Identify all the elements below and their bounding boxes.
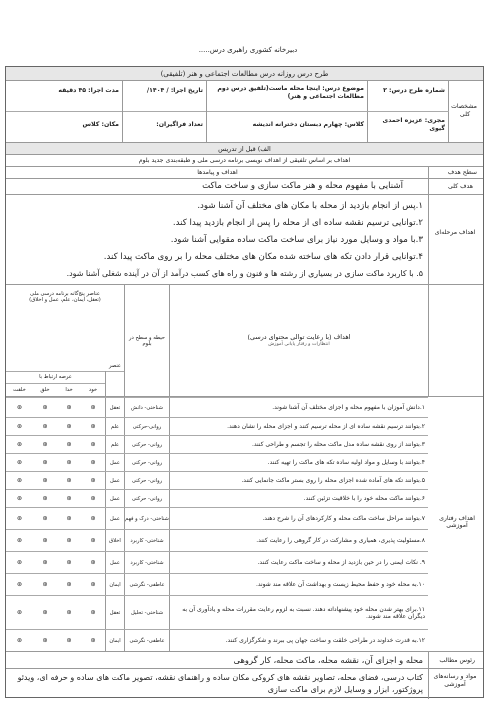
area-mark: ⊛	[42, 441, 48, 449]
outcome-domain: شناختی- کاربرد	[130, 537, 164, 544]
area-nature: خلقت	[13, 386, 26, 393]
lesson-plan-frame	[5, 66, 484, 698]
outcome-domain: شناختی- کاربرد	[130, 559, 164, 566]
outcome-row	[6, 507, 428, 529]
outcome-domain: شناختی- دانش	[131, 404, 163, 411]
area-mark: ⊛	[16, 459, 23, 467]
area-mark: ⊛	[42, 609, 48, 617]
outcome-element: تعقل	[109, 609, 121, 616]
outcome-row	[6, 595, 428, 629]
area-mark: ⊛	[16, 637, 23, 645]
goals-header: اهداف و پیامدها	[197, 169, 238, 176]
stage-goals-block	[6, 195, 483, 285]
area-mark: ⊛	[42, 637, 48, 645]
area-mark: ⊛	[42, 459, 48, 467]
outcome-domain: روانی- حرکتی	[131, 495, 163, 502]
steps-subtitle: انتظارات و رفتار پایانی آموزش	[268, 341, 330, 347]
outcome-element: اخلاق	[109, 537, 121, 544]
area-mark: ⊛	[66, 423, 72, 431]
area-mark: ⊛	[16, 515, 23, 523]
area-mark: ⊛	[90, 459, 96, 467]
learner-count: تعداد فراگیران:	[156, 121, 203, 128]
section-a-row	[6, 143, 483, 155]
area-mark: ⊛	[42, 495, 48, 503]
outcome-text: ۱۰.به محله خود و حفظ محیط زیست و بهداشت آن علاقه مند شوند.	[255, 581, 425, 589]
outcome-row	[6, 435, 428, 453]
area-mark: ⊛	[90, 609, 96, 617]
plan-title-row	[6, 67, 483, 81]
outcome-domain: روانی-حرکتی	[132, 423, 162, 430]
school-line: دبیرخانه کشوری راهبری درس.....	[198, 46, 298, 54]
info-side-label: مشخصات کلی	[451, 103, 477, 118]
outcome-text: ۶.بتوانند ماکت محله خود را با خلاقیت تزئین کنند.	[303, 495, 425, 503]
outcome-row	[6, 417, 428, 435]
outcome-element: ایمان	[109, 581, 121, 588]
area-mark: ⊛	[42, 515, 48, 523]
outcome-domain: عاطفی- نگرشی	[129, 637, 165, 644]
outcome-row	[6, 551, 428, 573]
outcome-text: ۸.مسئولیت پذیری، همیاری و مشارکت در کار گروهی را رعایت کنند.	[256, 537, 425, 545]
area-mark: ⊛	[90, 495, 96, 503]
section-a-title: الف) قبل از تدریس	[218, 145, 271, 153]
area-mark: ⊛	[16, 423, 23, 431]
area-mark: ⊛	[16, 559, 23, 567]
area-mark: ⊛	[16, 495, 23, 503]
area-mark: ⊛	[90, 441, 96, 449]
media-label: مواد و رسانه‌های آموزشی	[433, 673, 477, 688]
outcome-domain: عاطفی- نگرشی	[129, 581, 165, 588]
outcome-row	[6, 629, 428, 651]
area-people: خلق	[40, 386, 50, 393]
outcome-text: ۱۱.برای بهتر شدن محله خود پیشنهاداته دهند. نسبت به لزوم رعایت مقررات محله و یادآوری آن به دیگران علاقه مند شوند.	[182, 605, 425, 620]
stage-goal: ۵. با کاربرد ماکت سازی در بسیاری از رشته ها و فنون و راه های کسب درآمد از آن در آینده شغلی آشنا شود.	[66, 269, 423, 278]
class-grade: کلاس: چهارم دبستان دخترانه اندیشه	[252, 121, 364, 128]
area-mark: ⊛	[42, 477, 48, 485]
area-mark: ⊛	[90, 477, 96, 485]
outcome-element: علم	[110, 423, 120, 430]
teacher-name: مجری: عزیزه احمدی گیوی	[382, 117, 445, 132]
general-goal-row	[6, 179, 483, 195]
area-self: خود	[88, 386, 98, 393]
area-mark: ⊛	[42, 404, 48, 412]
outcome-element: علم	[110, 441, 120, 448]
outcome-element: عمل	[109, 559, 121, 566]
outcome-text: ۵.بتوانند تکه های آماده شده اجزای محله را روی بستر ماکت جانمایی کنند.	[241, 477, 425, 485]
area-god: خدا	[65, 386, 73, 393]
area-mark: ⊛	[16, 404, 23, 412]
plan-title: طرح درس روزانه درس مطالعات اجتماعی و هنر (تلفیقی)	[160, 70, 329, 78]
outcome-domain: روانی- حرکتی	[131, 459, 163, 466]
element-title: عنصر	[108, 362, 122, 369]
outcomes-rows	[6, 397, 483, 651]
outcome-text: ۲.بتوانند ترسیم نقشه ساده ای از محله ترسیم کنند و اجزای محله را نشان دهند.	[227, 423, 425, 431]
outcome-text: ۳.بتوانند از روی نقشه ساده مدل ماکت محله را تجسم و طراحی کنند.	[251, 441, 425, 449]
outcome-text: ۹. نکات ایمنی را در حین بازدید از محله و ساخت ماکت رعایت کنند.	[257, 559, 425, 567]
outcome-element: تعقل	[109, 404, 121, 411]
area-mark: ⊛	[42, 423, 48, 431]
area-mark: ⊛	[66, 515, 72, 523]
area-mark: ⊛	[66, 537, 72, 545]
realm-title: عناصر پنج‌گانه برنامه درسی ملی	[30, 290, 100, 297]
level-header: سطح هدف	[447, 169, 477, 176]
lesson-topic: موضوع درس: اینجا محله ماست(تلفیق درس دوم مطالعات اجتماعی و هنر)	[217, 85, 364, 100]
steps-title: اهداف (با رعایت توالی محتوای درسی)	[247, 333, 351, 342]
general-goal-label: هدف کلی	[447, 183, 473, 190]
outcome-row	[6, 397, 428, 417]
outcome-row	[6, 529, 428, 551]
outcome-element: ایمان	[109, 637, 121, 644]
outcome-element: عمل	[109, 459, 121, 466]
outcome-domain: شناختی- درک و فهم	[125, 515, 169, 522]
headings-label: رئوس مطالب	[439, 657, 475, 664]
media-text: کتاب درسی، فضای محله، تصاویر نقشه های کروکی مکان ساده و راهنمای نقشه، تصویر ماکت های ساده و حرفه ای، ویدئو پروژکتور، ابزار و وسایل لازم برای ماکت سازی	[17, 673, 423, 694]
stage-goal: ۴.توانایی قرار دادن تکه های ساخته شده مکان های مختلف محله را بر روی ماکت پیدا کند.	[103, 252, 423, 262]
outcome-row	[6, 453, 428, 471]
outcome-element: عمل	[109, 495, 121, 502]
run-date: تاریخ اجرا: / ۱۴۰۴/	[146, 87, 203, 94]
area-mark: ⊛	[16, 477, 23, 485]
outcome-element: عمل	[109, 515, 121, 522]
outcomes-header	[6, 285, 483, 397]
class-place: مکان: کلاس	[82, 121, 119, 128]
area-mark: ⊛	[42, 537, 48, 545]
outcomes-label: اهداف رفتاری آموزشی	[439, 514, 475, 529]
stage-goal: ۳.با مواد و وسایل مورد نیاز برای ساخت ماکت ساده مقوایی آشنا شود.	[170, 235, 423, 245]
area-mark: ⊛	[66, 559, 72, 567]
outcome-domain: روانی- حرکتی	[131, 477, 163, 484]
outcome-text: ۴.بتوانند با وسایل و مواد اولیه ساده تکه های ماکت را تهیه کنند.	[267, 459, 425, 467]
goals-header-row	[6, 167, 483, 179]
domain-title: حیطه و سطح در بلوم	[128, 334, 166, 347]
headings-row	[6, 651, 483, 669]
areas-title: عرصه ارتباط با	[39, 373, 72, 380]
area-mark: ⊛	[42, 581, 48, 589]
outcome-domain: روانی- حرکتی	[131, 441, 163, 448]
area-mark: ⊛	[66, 441, 72, 449]
area-mark: ⊛	[16, 537, 23, 545]
area-mark: ⊛	[16, 609, 23, 617]
outcome-domain: شناختی- تحلیل	[130, 609, 164, 616]
general-goal: آشنایی با مفهوم محله و هنر ماکت سازی و ساخت ماکت	[202, 181, 403, 191]
area-mark: ⊛	[16, 581, 23, 589]
goal-basis-row	[6, 155, 483, 167]
area-mark: ⊛	[66, 459, 72, 467]
area-mark: ⊛	[66, 404, 72, 412]
goal-basis: اهداف بر اساس تلفیقی از اهداف نویسی برنامه درسی ملی و طبقه‌بندی جدید بلوم	[138, 157, 351, 164]
area-mark: ⊛	[90, 559, 96, 567]
realm-subtitle: (تعقل، ایمان، علم، عمل و اخلاق)	[29, 297, 101, 303]
area-mark: ⊛	[66, 609, 72, 617]
headings-text: محله و اجزای آن، نقشه محله، ماکت محله، کار گروهی	[233, 655, 423, 665]
area-mark: ⊛	[90, 537, 96, 545]
info-block	[6, 81, 483, 143]
area-mark: ⊛	[66, 637, 72, 645]
outcome-row	[6, 471, 428, 489]
plan-number: شماره طرح درس: ۲	[383, 87, 445, 94]
area-mark: ⊛	[66, 477, 72, 485]
area-mark: ⊛	[66, 495, 72, 503]
area-mark: ⊛	[16, 441, 23, 449]
outcome-text: ۷.بتوانند مراحل ساخت ماکت محله و کارکردهای آن را شرح دهند.	[262, 515, 425, 523]
media-row	[6, 669, 483, 699]
area-mark: ⊛	[66, 581, 72, 589]
stage-goals-label: اهداف مرحله‌ای	[434, 229, 476, 236]
area-mark: ⊛	[90, 423, 96, 431]
stage-goal: ۲.توانایی ترسیم نقشه ساده ای از محله را پس از انجام بازدید پیدا کند.	[172, 218, 423, 228]
area-mark: ⊛	[90, 581, 96, 589]
run-duration: مدت اجرا: ۴۵ دقیقه	[58, 87, 119, 94]
stage-goal: ۱.پس از انجام بازدید از محله با مکان های مختلف آن آشنا شود.	[197, 201, 423, 211]
outcome-row	[6, 489, 428, 507]
area-mark: ⊛	[90, 404, 96, 412]
outcome-element: عمل	[109, 477, 121, 484]
outcome-text: ۱۲.به قدرت خداوند در طراحی خلقت و ساخت جهان پی ببرند و شکرگزاری کنند.	[225, 637, 425, 645]
area-mark: ⊛	[90, 637, 96, 645]
outcome-text: ۱.دانش آموزان با مفهوم محله و اجزای مختلف آن آشنا شوند.	[272, 404, 425, 412]
area-mark: ⊛	[42, 559, 48, 567]
outcome-row	[6, 573, 428, 595]
area-mark: ⊛	[90, 515, 96, 523]
